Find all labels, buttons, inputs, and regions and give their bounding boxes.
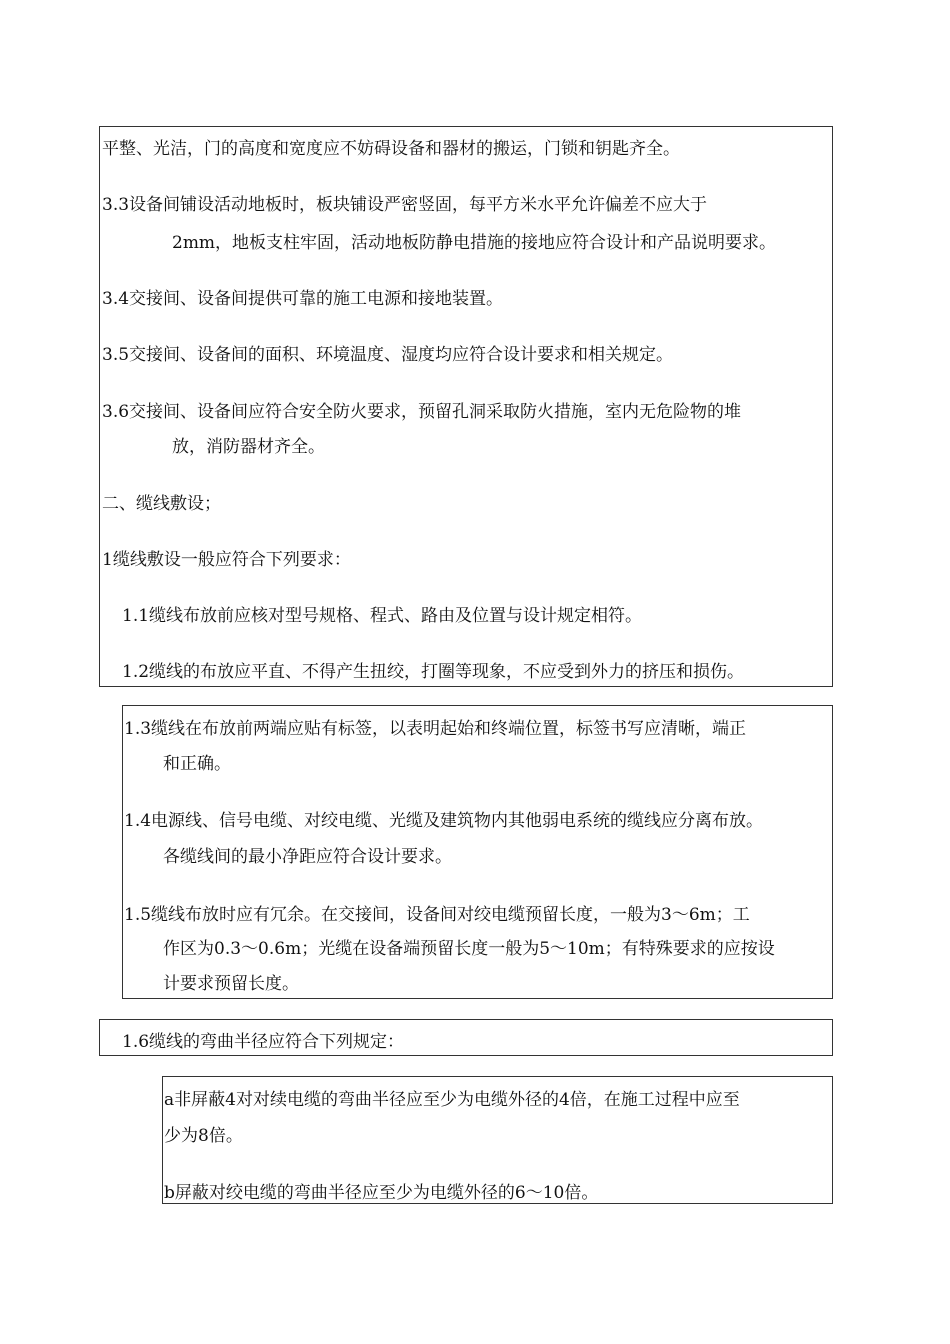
text-line: 1.3缆线在布放前两端应贴有标签，以表明起始和终端位置，标签书写应清晰，端正 — [124, 719, 747, 739]
text-line: 3.6交接间、设备间应符合安全防火要求，预留孔洞采取防火措施，室内无危险物的堆 — [102, 402, 742, 422]
text-line: 1.4电源线、信号电缆、对绞电缆、光缆及建筑物内其他弱电系统的缆线应分离布放。 — [124, 811, 764, 831]
text-line: 平整、光洁，门的高度和宽度应不妨碍设备和器材的搬运，门锁和钥匙齐全。 — [102, 139, 680, 159]
text-line: 计要求预留长度。 — [163, 974, 299, 994]
text-line: 3.3设备间铺设活动地板时，板块铺设严密竖固，每平方米水平允许偏差不应大于 — [102, 195, 708, 215]
text-line: 1.5缆线布放时应有冗余。在交接间，设备间对绞电缆预留长度，一般为3～6m；工 — [124, 905, 750, 925]
text-line: 和正确。 — [163, 754, 231, 774]
text-line: 各缆线间的最小净距应符合设计要求。 — [163, 847, 452, 867]
text-line: 3.5交接间、设备间的面积、环境温度、湿度均应符合设计要求和相关规定。 — [102, 345, 674, 365]
section-heading: 二、缆线敷设； — [102, 494, 221, 514]
text-line: 2mm，地板支柱牢固，活动地板防静电措施的接地应符合设计和产品说明要求。 — [172, 233, 777, 253]
text-line: 1.2缆线的布放应平直、不得产生扭绞，打圈等现象，不应受到外力的挤压和损伤。 — [122, 662, 745, 682]
text-line: 1.1缆线布放前应核对型号规格、程式、路由及位置与设计规定相符。 — [122, 606, 643, 626]
text-line: 作区为0.3～0.6m；光缆在设备端预留长度一般为5～10m；有特殊要求的应按设 — [163, 939, 775, 959]
text-line: b屏蔽对绞电缆的弯曲半径应至少为电缆外径的6～10倍。 — [164, 1183, 599, 1203]
text-line: 放，消防器材齐全。 — [172, 437, 325, 457]
text-line: 少为8倍。 — [164, 1126, 243, 1146]
text-line: 1.6缆线的弯曲半径应符合下列规定： — [122, 1032, 405, 1052]
text-line: 1缆线敷设一般应符合下列要求： — [102, 550, 351, 570]
text-line: 3.4交接间、设备间提供可靠的施工电源和接地装置。 — [102, 289, 504, 309]
text-line: a非屏蔽4对对续电缆的弯曲半径应至少为电缆外径的4倍，在施工过程中应至 — [164, 1090, 740, 1110]
